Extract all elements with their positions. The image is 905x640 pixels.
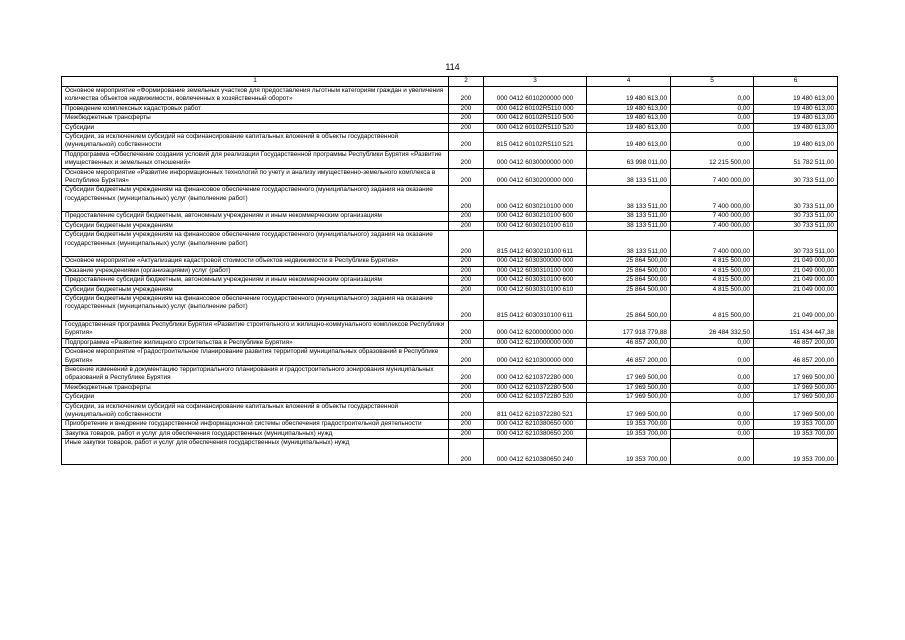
row-name: Субсидии бюджетным учреждениям на финансовое обеспечение государственного (муниципального) задания на оказание государственных (муниципальных) услуг (выполнение работ) (62, 231, 449, 257)
row-name: Предоставление субсидий бюджетным, автономным учреждениям и иным некоммерческим организациям (62, 212, 449, 221)
row-value-result: 19 353 700,00 (754, 420, 838, 429)
table-row (62, 212, 838, 221)
row-value-result: 19 480 613,00 (754, 133, 838, 151)
row-value-change: 0,00 (671, 439, 754, 465)
row-code: 000 0412 6030210100 600 (484, 212, 587, 221)
row-type: 200 (449, 348, 484, 366)
row-value-total: 19 480 613,00 (587, 114, 671, 123)
table-row (62, 87, 838, 105)
row-name: Основное мероприятие «Формирование земельных участков для предоставления льготным категориям граждан и увеличения количества объектов недвижимости, вовлеченных в хозяйственный оборот» (62, 87, 449, 105)
column-header: 2 (449, 77, 484, 87)
row-value-total: 17 969 500,00 (587, 383, 671, 392)
column-header: 1 (62, 77, 449, 87)
row-code: 000 0412 60102R5110 500 (484, 114, 587, 123)
row-type: 200 (449, 338, 484, 347)
row-code: 000 0412 60102R5110 000 (484, 104, 587, 113)
row-type: 200 (449, 383, 484, 392)
row-type: 200 (449, 150, 484, 168)
row-value-total: 25 864 500,00 (587, 266, 671, 275)
row-name: Субсидии (62, 393, 449, 402)
row-name: Субсидии бюджетным учреждениям на финансовое обеспечение государственного (муниципального) задания на оказание государственных (муниципальных) услуг (выполнение работ) (62, 294, 449, 320)
row-value-change: 7 400 000,00 (671, 168, 754, 186)
row-value-total: 177 918 779,88 (587, 320, 671, 338)
row-name: Межбюджетные трансферты (62, 383, 449, 392)
row-value-total: 19 353 700,00 (587, 420, 671, 429)
row-code: 000 0412 6030210100 000 (484, 186, 587, 212)
row-name: Подпрограмма «Обеспечение создания условий для реализации Государственной программы Республики Бурятия «Развитие имущественных и земельных отношений» (62, 150, 449, 168)
row-code: 000 0412 6030300000 000 (484, 257, 587, 266)
row-name: Межбюджетные трансферты (62, 114, 449, 123)
row-value-total: 17 969 500,00 (587, 402, 671, 420)
row-value-result: 21 049 000,00 (754, 266, 838, 275)
table-row (62, 420, 838, 429)
row-value-result: 30 733 511,00 (754, 168, 838, 186)
table-row (62, 276, 838, 285)
row-name: Внесение изменений в документацию территориального планирования и градостроительного зонирования муниципальных образований в Республике Бурятия (62, 365, 449, 383)
row-value-result: 19 480 613,00 (754, 123, 838, 132)
row-type: 200 (449, 393, 484, 402)
row-value-change: 0,00 (671, 133, 754, 151)
row-type: 200 (449, 276, 484, 285)
row-value-change: 0,00 (671, 114, 754, 123)
row-value-change: 0,00 (671, 104, 754, 113)
row-code: 000 0412 6210372280 520 (484, 393, 587, 402)
row-value-total: 25 864 500,00 (587, 285, 671, 294)
row-code: 000 0412 6030200000 000 (484, 168, 587, 186)
table-row (62, 383, 838, 392)
row-value-total: 38 133 511,00 (587, 212, 671, 221)
row-value-change: 0,00 (671, 383, 754, 392)
row-value-change: 4 815 500,00 (671, 266, 754, 275)
row-type: 200 (449, 429, 484, 438)
row-value-total: 38 133 511,00 (587, 168, 671, 186)
row-value-change: 7 400 000,00 (671, 186, 754, 212)
row-code: 000 0412 6210000000 000 (484, 338, 587, 347)
row-code: 811 0412 6210372280 521 (484, 402, 587, 420)
row-code: 000 0412 6210380650 000 (484, 420, 587, 429)
row-type: 200 (449, 266, 484, 275)
row-value-change: 7 400 000,00 (671, 231, 754, 257)
row-value-change: 7 400 000,00 (671, 212, 754, 221)
table-row (62, 133, 838, 151)
row-value-total: 25 864 500,00 (587, 257, 671, 266)
row-type: 200 (449, 133, 484, 151)
table-body (62, 87, 838, 465)
row-type: 200 (449, 212, 484, 221)
table-row (62, 320, 838, 338)
table-row (62, 294, 838, 320)
row-code: 000 0412 6030310100 610 (484, 285, 587, 294)
row-value-total: 17 969 500,00 (587, 365, 671, 383)
row-code: 000 0412 6030000000 000 (484, 150, 587, 168)
row-code: 000 0412 60102R5110 520 (484, 123, 587, 132)
table-row (62, 365, 838, 383)
table-row (62, 123, 838, 132)
row-value-total: 38 133 511,00 (587, 186, 671, 212)
table-row (62, 186, 838, 212)
row-value-total: 19 480 613,00 (587, 104, 671, 113)
row-code: 815 0412 60102R5110 521 (484, 133, 587, 151)
row-value-total: 38 133 511,00 (587, 221, 671, 230)
table-row (62, 221, 838, 230)
table-row (62, 168, 838, 186)
table-row (62, 104, 838, 113)
row-value-result: 17 969 500,00 (754, 393, 838, 402)
row-value-change: 0,00 (671, 338, 754, 347)
row-value-total: 38 133 511,00 (587, 231, 671, 257)
row-code: 000 0412 6210372280 500 (484, 383, 587, 392)
row-name: Проведение комплексных кадастровых работ (62, 104, 449, 113)
table-row (62, 439, 838, 465)
row-value-change: 0,00 (671, 429, 754, 438)
row-type: 200 (449, 420, 484, 429)
row-value-result: 19 480 613,00 (754, 114, 838, 123)
row-code: 000 0412 6210300000 000 (484, 348, 587, 366)
row-code: 000 0412 6210372280 000 (484, 365, 587, 383)
row-name: Субсидии, за исключением субсидий на софинансирование капитальных вложений в объекты государственной (муниципальной) собственности (62, 133, 449, 151)
row-value-change: 4 815 500,00 (671, 257, 754, 266)
row-type: 200 (449, 402, 484, 420)
row-value-total: 46 857 200,00 (587, 338, 671, 347)
row-code: 000 0412 6200000000 000 (484, 320, 587, 338)
column-header: 6 (754, 77, 838, 87)
page-number: 114 (445, 62, 460, 72)
row-value-change: 0,00 (671, 87, 754, 105)
row-value-total: 19 353 700,00 (587, 439, 671, 465)
row-value-change: 0,00 (671, 348, 754, 366)
header-row (62, 77, 838, 87)
row-value-result: 46 857 200,00 (754, 338, 838, 347)
row-name: Основное мероприятие «Развитие информационных технологий по учету и анализу имущественно-земельного комплекса в Республике Бурятия» (62, 168, 449, 186)
row-value-change: 0,00 (671, 402, 754, 420)
row-name: Приобретение и внедрение государственной информационной системы обеспечения градостроительной деятельности (62, 420, 449, 429)
row-type: 200 (449, 221, 484, 230)
row-value-change: 4 815 500,00 (671, 294, 754, 320)
table-row (62, 338, 838, 347)
row-type: 200 (449, 320, 484, 338)
row-value-total: 19 353 700,00 (587, 429, 671, 438)
row-value-change: 0,00 (671, 123, 754, 132)
row-value-total: 46 857 200,00 (587, 348, 671, 366)
row-value-result: 21 049 000,00 (754, 285, 838, 294)
table-row (62, 393, 838, 402)
row-value-total: 25 864 500,00 (587, 294, 671, 320)
row-value-total: 63 998 011,00 (587, 150, 671, 168)
row-value-change: 12 215 500,00 (671, 150, 754, 168)
row-value-result: 17 969 500,00 (754, 365, 838, 383)
row-value-change: 26 484 332,50 (671, 320, 754, 338)
row-name: Оказание учреждениями (организациями) услуг (работ) (62, 266, 449, 275)
row-value-total: 17 969 500,00 (587, 393, 671, 402)
row-value-total: 19 480 613,00 (587, 133, 671, 151)
row-value-result: 30 733 511,00 (754, 212, 838, 221)
table-row (62, 348, 838, 366)
column-header: 4 (587, 77, 671, 87)
row-value-result: 30 733 511,00 (754, 231, 838, 257)
row-type: 200 (449, 186, 484, 212)
row-code: 000 0412 6030210100 610 (484, 221, 587, 230)
row-type: 200 (449, 365, 484, 383)
table-row (62, 266, 838, 275)
row-type: 200 (449, 114, 484, 123)
row-name: Основное мероприятие «Градостроительное планирование развития территорий муниципальных образований в Республике Бурятия» (62, 348, 449, 366)
row-value-change: 4 815 500,00 (671, 285, 754, 294)
row-code: 000 0412 6210380650 240 (484, 439, 587, 465)
row-code: 815 0412 6030310100 611 (484, 294, 587, 320)
row-type: 200 (449, 294, 484, 320)
row-value-result: 19 353 700,00 (754, 429, 838, 438)
row-type: 200 (449, 439, 484, 465)
row-value-result: 17 969 500,00 (754, 383, 838, 392)
row-value-result: 151 434 447,38 (754, 320, 838, 338)
row-type: 200 (449, 168, 484, 186)
row-type: 200 (449, 104, 484, 113)
row-name: Субсидии бюджетным учреждениям (62, 221, 449, 230)
row-value-result: 19 353 700,00 (754, 439, 838, 465)
row-value-result: 19 480 613,00 (754, 104, 838, 113)
row-value-result: 46 857 200,00 (754, 348, 838, 366)
row-value-result: 30 733 511,00 (754, 221, 838, 230)
row-value-change: 4 815 500,00 (671, 276, 754, 285)
row-code: 000 0412 6010200000 000 (484, 87, 587, 105)
row-value-change: 0,00 (671, 365, 754, 383)
row-type: 200 (449, 257, 484, 266)
row-code: 000 0412 6030310100 600 (484, 276, 587, 285)
row-code: 000 0412 6030310100 000 (484, 266, 587, 275)
table-row (62, 257, 838, 266)
row-value-result: 21 049 000,00 (754, 294, 838, 320)
row-name: Субсидии, за исключением субсидий на софинансирование капитальных вложений в объекты государственной (муниципальной) собственности (62, 402, 449, 420)
row-value-total: 19 480 613,00 (587, 87, 671, 105)
row-value-result: 19 480 613,00 (754, 87, 838, 105)
column-header: 3 (484, 77, 587, 87)
row-type: 200 (449, 87, 484, 105)
row-value-total: 25 864 500,00 (587, 276, 671, 285)
row-value-result: 17 969 500,00 (754, 402, 838, 420)
row-value-change: 0,00 (671, 393, 754, 402)
row-type: 200 (449, 231, 484, 257)
row-name: Субсидии бюджетным учреждениям на финансовое обеспечение государственного (муниципального) задания на оказание государственных (муниципальных) услуг (выполнение работ) (62, 186, 449, 212)
row-type: 200 (449, 285, 484, 294)
table-row (62, 429, 838, 438)
table-row (62, 285, 838, 294)
row-name: Субсидии (62, 123, 449, 132)
row-name: Закупка товаров, работ и услуг для обеспечения государственных (муниципальных) нужд (62, 429, 449, 438)
table-row (62, 402, 838, 420)
table-row (62, 150, 838, 168)
row-type: 200 (449, 123, 484, 132)
row-value-result: 30 733 511,00 (754, 186, 838, 212)
row-code: 000 0412 6210380650 200 (484, 429, 587, 438)
budget-table (61, 76, 838, 465)
row-value-result: 51 782 511,00 (754, 150, 838, 168)
row-value-result: 21 049 000,00 (754, 257, 838, 266)
row-name: Предоставление субсидий бюджетным, автономным учреждениям и иным некоммерческим организациям (62, 276, 449, 285)
row-name: Государственная программа Республики Бурятия «Развитие строительного и жилищно-коммунального комплексов Республики Бурятия» (62, 320, 449, 338)
row-value-change: 7 400 000,00 (671, 221, 754, 230)
row-name: Основное мероприятие «Актуализация кадастровой стоимости объектов недвижимости в Республике Бурятия» (62, 257, 449, 266)
row-code: 815 0412 6030210100 611 (484, 231, 587, 257)
row-value-total: 19 480 613,00 (587, 123, 671, 132)
table-row (62, 114, 838, 123)
column-header: 5 (671, 77, 754, 87)
row-name: Иные закупки товаров, работ и услуг для обеспечения государственных (муниципальных) нужд (62, 439, 449, 465)
row-value-result: 21 049 000,00 (754, 276, 838, 285)
row-name: Подпрограмма «Развитие жилищного строительства в Республике Бурятия» (62, 338, 449, 347)
row-value-change: 0,00 (671, 420, 754, 429)
row-name: Субсидии бюджетным учреждениям (62, 285, 449, 294)
table-row (62, 231, 838, 257)
